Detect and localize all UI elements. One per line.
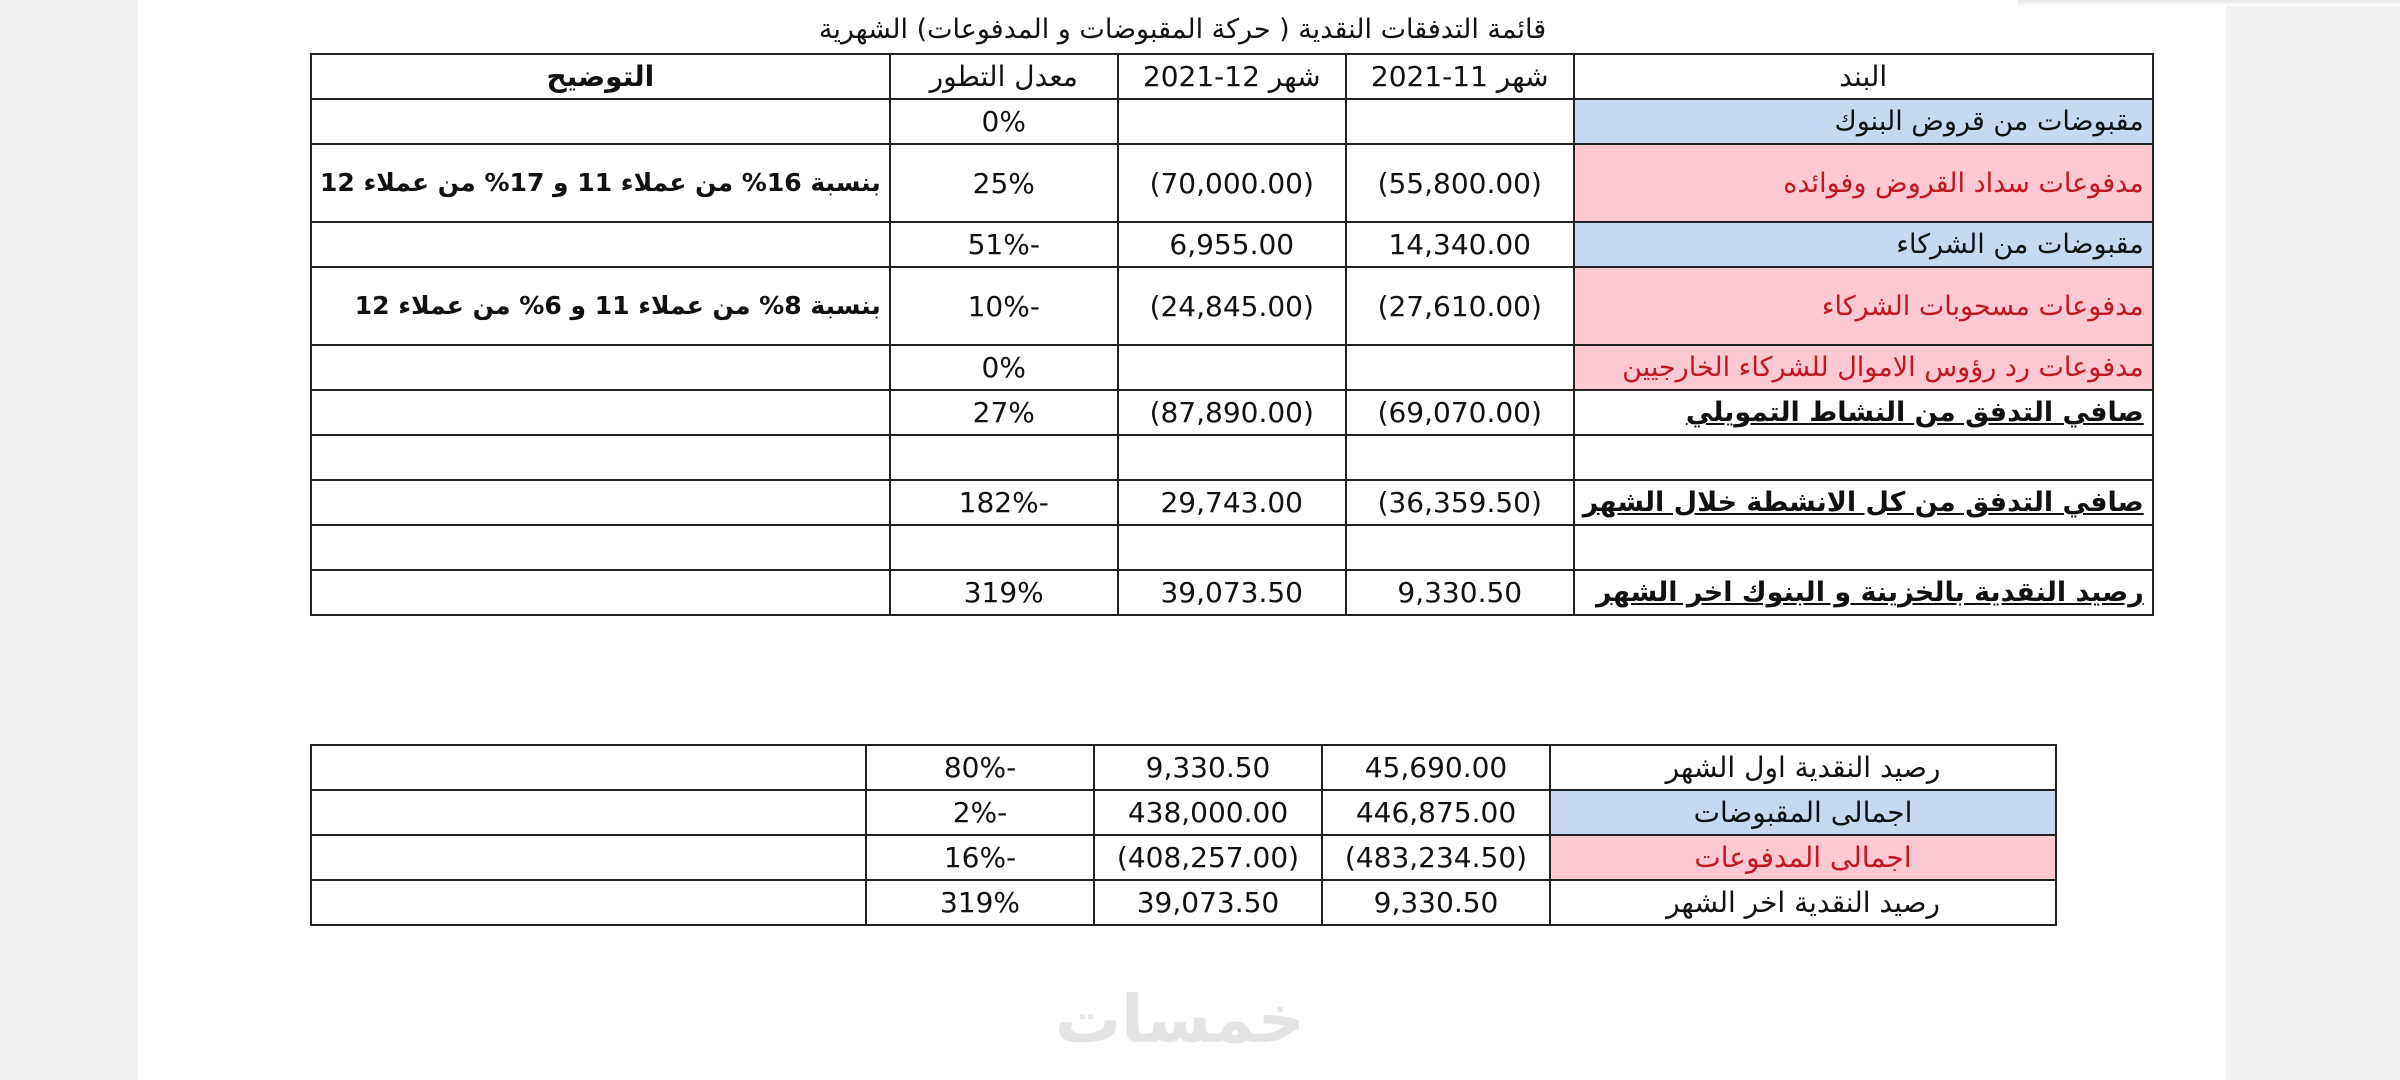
note-cell xyxy=(311,790,866,835)
nov-value-cell: (27,610.00) xyxy=(1346,267,1574,345)
dec-value-cell: 6,955.00 xyxy=(1118,222,1346,267)
dec-value-cell xyxy=(1118,525,1346,570)
item-cell: رصيد النقدية اول الشهر xyxy=(1550,745,2056,790)
note-cell xyxy=(311,880,866,925)
item-cell: اجمالى المقبوضات xyxy=(1550,790,2056,835)
nov-value-cell xyxy=(1346,99,1574,144)
item-cell: رصيد النقدية اخر الشهر xyxy=(1550,880,2056,925)
rate-cell xyxy=(890,435,1118,480)
dec-value-cell: (70,000.00) xyxy=(1118,144,1346,222)
cash-summary-table xyxy=(310,744,2057,926)
note-cell xyxy=(311,99,890,144)
item-cell: مدفوعات رد رؤوس الاموال للشركاء الخارجيين xyxy=(1574,345,2153,390)
item-cell: مقبوضات من الشركاء xyxy=(1574,222,2153,267)
header-nov: شهر 11-2021 xyxy=(1346,54,1574,99)
rate-cell: 51%- xyxy=(890,222,1118,267)
rate-cell: 16%- xyxy=(866,835,1094,880)
rate-cell: 27% xyxy=(890,390,1118,435)
table-row xyxy=(311,480,2153,525)
note-cell: بنسبة 8% من عملاء 11 و 6% من عملاء 12 xyxy=(311,267,890,345)
table-row xyxy=(311,435,2153,480)
dec-value-cell: (87,890.00) xyxy=(1118,390,1346,435)
rate-cell xyxy=(890,525,1118,570)
item-cell: مقبوضات من قروض البنوك xyxy=(1574,99,2153,144)
dec-value-cell xyxy=(1118,435,1346,480)
watermark-logo xyxy=(1040,980,1320,1060)
table-row xyxy=(311,345,2153,390)
note-cell xyxy=(311,480,890,525)
item-cell: اجمالى المدفوعات xyxy=(1550,835,2056,880)
dec-value-cell: (24,845.00) xyxy=(1118,267,1346,345)
nov-value-cell xyxy=(1346,525,1574,570)
item-cell: مدفوعات مسحوبات الشركاء xyxy=(1574,267,2153,345)
note-cell xyxy=(311,745,866,790)
document-title: قائمة التدفقات النقدية ( حركة المقبوضات و المدفوعات) الشهرية xyxy=(818,14,1547,45)
item-cell: صافي التدفق من النشاط التمويلي xyxy=(1574,390,2153,435)
nov-value-cell: 9,330.50 xyxy=(1346,570,1574,615)
note-cell xyxy=(311,835,866,880)
rate-cell: 319% xyxy=(890,570,1118,615)
item-cell: صافي التدفق من كل الانشطة خلال الشهر xyxy=(1574,480,2153,525)
note-cell xyxy=(311,435,890,480)
header-rate: معدل التطور xyxy=(890,54,1118,99)
header-row xyxy=(311,54,2153,99)
nov-value-cell: 45,690.00 xyxy=(1322,745,1550,790)
table-row xyxy=(311,144,2153,222)
item-cell xyxy=(1574,525,2153,570)
rate-cell: 319% xyxy=(866,880,1094,925)
table-row xyxy=(311,745,2056,790)
dec-value-cell: (408,257.00) xyxy=(1094,835,1322,880)
nov-value-cell: (55,800.00) xyxy=(1346,144,1574,222)
note-cell xyxy=(311,525,890,570)
note-cell xyxy=(311,222,890,267)
note-cell xyxy=(311,345,890,390)
dec-value-cell: 29,743.00 xyxy=(1118,480,1346,525)
rate-cell: 0% xyxy=(890,345,1118,390)
nov-value-cell xyxy=(1346,345,1574,390)
nov-value-cell: (36,359.50) xyxy=(1346,480,1574,525)
table-row xyxy=(311,222,2153,267)
header-dec: شهر 12-2021 xyxy=(1118,54,1346,99)
note-cell xyxy=(311,390,890,435)
nov-value-cell: 446,875.00 xyxy=(1322,790,1550,835)
dec-value-cell: 39,073.50 xyxy=(1118,570,1346,615)
table-row xyxy=(311,570,2153,615)
rate-cell: 0% xyxy=(890,99,1118,144)
dec-value-cell: 9,330.50 xyxy=(1094,745,1322,790)
nov-value-cell: (69,070.00) xyxy=(1346,390,1574,435)
table-row xyxy=(311,267,2153,345)
nov-value-cell: (483,234.50) xyxy=(1322,835,1550,880)
dec-value-cell xyxy=(1118,345,1346,390)
rate-cell: 25% xyxy=(890,144,1118,222)
item-cell: مدفوعات سداد القروض وفوائده xyxy=(1574,144,2153,222)
page-edge-shadow xyxy=(2018,0,2400,6)
nov-value-cell xyxy=(1346,435,1574,480)
nov-value-cell: 14,340.00 xyxy=(1346,222,1574,267)
cash-flow-table xyxy=(310,53,2154,616)
table-row xyxy=(311,99,2153,144)
table-row xyxy=(311,835,2056,880)
dec-value-cell xyxy=(1118,99,1346,144)
rate-cell: 182%- xyxy=(890,480,1118,525)
watermark-text: خمسات xyxy=(1054,981,1306,1058)
table-row xyxy=(311,880,2056,925)
rate-cell: 10%- xyxy=(890,267,1118,345)
table-row xyxy=(311,525,2153,570)
rate-cell: 2%- xyxy=(866,790,1094,835)
header-item: البند xyxy=(1574,54,2153,99)
table-row xyxy=(311,790,2056,835)
note-cell: بنسبة 16% من عملاء 11 و 17% من عملاء 12 xyxy=(311,144,890,222)
item-cell xyxy=(1574,435,2153,480)
rate-cell: 80%- xyxy=(866,745,1094,790)
item-cell: رصيد النقدية بالخزينة و البنوك اخر الشهر xyxy=(1574,570,2153,615)
dec-value-cell: 39,073.50 xyxy=(1094,880,1322,925)
header-note: التوضيح xyxy=(311,54,890,99)
nov-value-cell: 9,330.50 xyxy=(1322,880,1550,925)
table-row xyxy=(311,390,2153,435)
dec-value-cell: 438,000.00 xyxy=(1094,790,1322,835)
note-cell xyxy=(311,570,890,615)
